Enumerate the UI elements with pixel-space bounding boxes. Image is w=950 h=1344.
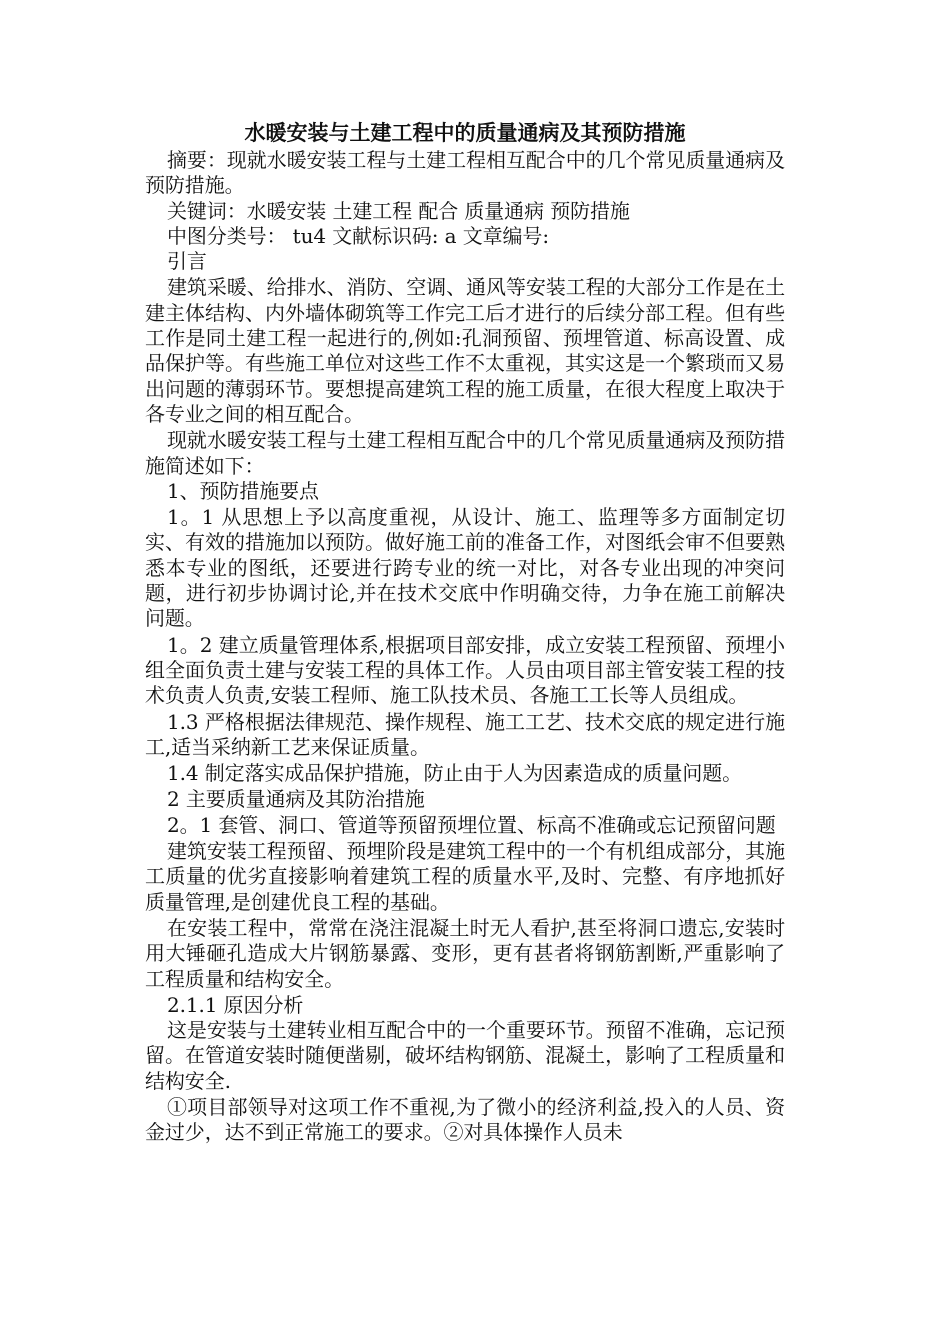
body-paragraph: 1.3 严格根据法律规范、操作规程、施工工艺、技术交底的规定进行施工,适当采纳新工艺来保证质量。 xyxy=(145,709,785,759)
subsection-heading-2-1: 2。1 套管、洞口、管道等预留预埋位置、标高不准确或忘记预留问题 xyxy=(167,812,776,837)
document-title: 水暖安装与土建工程中的质量通病及其预防措施 xyxy=(244,121,686,145)
body-paragraph: 在安装工程中，常常在浇注混凝土时无人看护,甚至将洞口遗忘,安装时用大锤砸孔造成大片钢筋暴露、变形，更有甚者将钢筋割断,严重影响了工程质量和结构安全。 xyxy=(145,915,785,991)
section-heading-intro: 引言 xyxy=(167,249,207,274)
body-paragraph: 建筑安装工程预留、预埋阶段是建筑工程中的一个有机组成部分，其施工质量的优劣直接影响着建筑工程的质量水平,及时、完整、有序地抓好质量管理,是创建优良工程的基础。 xyxy=(145,839,785,914)
body-paragraph: 现就水暖安装工程与土建工程相互配合中的几个常见质量通病及预防措施简述如下： xyxy=(145,428,785,478)
body-paragraph: 1。1 从思想上予以高度重视，从设计、施工、监理等多方面制定切实、有效的措施加以预防。做好施工前的准备工作，对图纸会审不但要熟悉本专业的图纸，还要进行跨专业的统一对比，对各专业出现的冲突问题，进行初步协调讨论,并在技术交底中作明确交待，力争在施工前解决问题。 xyxy=(145,505,785,631)
body-paragraph: 建筑采暖、给排水、消防、空调、通风等安装工程的大部分工作是在土建主体结构、内外墙体砌筑等工作完工后才进行的后续分部工程。但有些工作是同土建工程一起进行的,例如:孔洞预留、预埋管道、标高设置、成品保护等。有些施工单位对这些工作不太重视，其实这是一个繁琐而又易出问题的薄弱环节。要想提高建筑工程的施工质量，在很大程度上取决于各专业之间的相互配合。 xyxy=(145,275,785,426)
classification-paragraph: 中图分类号： tu4 文献标识码: a 文章编号: xyxy=(167,223,549,248)
abstract-paragraph: 摘要：现就水暖安装工程与土建工程相互配合中的几个常见质量通病及预防措施。 xyxy=(145,148,785,198)
body-paragraph: 这是安装与土建转业相互配合中的一个重要环节。预留不准确，忘记预留。在管道安装时随便凿剔，破坏结构钢筋、混凝土，影响了工程质量和结构安全. xyxy=(145,1018,785,1093)
section-heading-1: 1、预防措施要点 xyxy=(167,478,319,503)
subsection-heading-2-1-1: 2.1.1 原因分析 xyxy=(167,992,304,1017)
body-paragraph: 1.4 制定落实成品保护措施，防止由于人为因素造成的质量问题。 xyxy=(167,761,743,786)
section-heading-2: 2 主要质量通病及其防治措施 xyxy=(167,787,425,812)
keywords-paragraph: 关键词：水暖安装 土建工程 配合 质量通病 预防措施 xyxy=(167,198,630,223)
body-paragraph: 1。2 建立质量管理体系,根据项目部安排，成立安装工程预留、预埋小组全面负责土建与安装工程的具体工作。人员由项目部主管安装工程的技术负责人负责,安装工程师、施工队技术员、各施工工长等人员组成。 xyxy=(145,632,785,708)
document-page xyxy=(145,118,785,1146)
body-paragraph: ①项目部领导对这项工作不重视,为了微小的经济利益,投入的人员、资金过少，达不到正常施工的要求。②对具体操作人员未 xyxy=(145,1094,785,1145)
